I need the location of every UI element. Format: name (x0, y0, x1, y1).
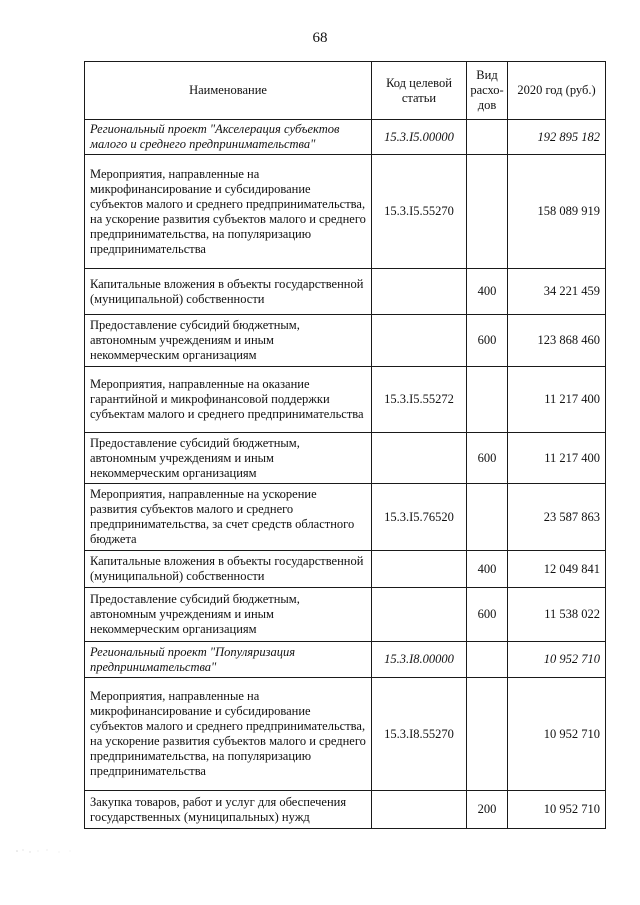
row-code: 15.3.I5.55272 (372, 367, 467, 433)
row-name: Предоставление субсидий бюджетным, автономным учреждениям и иным некоммерческим организациям (85, 315, 372, 367)
row-code: 15.3.I5.55270 (372, 155, 467, 269)
row-name: Капитальные вложения в объекты государственной (муниципальной) собственности (85, 269, 372, 315)
header-name: Наименование (85, 62, 372, 120)
budget-table (84, 61, 606, 829)
row-kind (467, 484, 508, 551)
row-amount: 11 217 400 (508, 367, 606, 433)
table-row (85, 588, 606, 642)
row-code (372, 315, 467, 367)
table-row (85, 551, 606, 588)
row-amount: 10 952 710 (508, 678, 606, 791)
row-name: Мероприятия, направленные на микрофинансирование и субсидирование субъектов малого и среднего предпринимательства, на ускорение развития субъектов малого и среднего предпринимательства, на популяризацию предпринимательства (85, 155, 372, 269)
row-kind: 200 (467, 791, 508, 829)
table-row (85, 484, 606, 551)
row-amount: 10 952 710 (508, 642, 606, 678)
row-kind: 600 (467, 315, 508, 367)
row-code (372, 588, 467, 642)
table-row (85, 269, 606, 315)
header-code: Код целевой статьи (372, 62, 467, 120)
row-code (372, 551, 467, 588)
row-amount: 34 221 459 (508, 269, 606, 315)
row-kind: 600 (467, 433, 508, 484)
row-name: Региональный проект "Популяризация предпринимательства" (85, 642, 372, 678)
row-name: Мероприятия, направленные на микрофинансирование и субсидирование субъектов малого и среднего предпринимательства, на ускорение развития субъектов малого и среднего предпринимательства, на популяризацию предпринимательства (85, 678, 372, 791)
page-number: 68 (312, 30, 328, 46)
row-amount: 11 217 400 (508, 433, 606, 484)
table-row (85, 155, 606, 269)
row-amount: 123 868 460 (508, 315, 606, 367)
row-amount: 12 049 841 (508, 551, 606, 588)
row-code (372, 433, 467, 484)
row-code: 15.3.I8.55270 (372, 678, 467, 791)
row-kind: 400 (467, 551, 508, 588)
table-row (85, 791, 606, 829)
row-kind: 600 (467, 588, 508, 642)
row-name: Закупка товаров, работ и услуг для обеспечения государственных (муниципальных) нужд (85, 791, 372, 829)
row-name: Предоставление субсидий бюджетным, автономным учреждениям и иным некоммерческим организациям (85, 433, 372, 484)
row-code: 15.3.I5.76520 (372, 484, 467, 551)
table-row (85, 315, 606, 367)
row-code: 15.3.I5.00000 (372, 120, 467, 155)
table-row (85, 678, 606, 791)
table-row (85, 367, 606, 433)
table-row (85, 642, 606, 678)
scan-speckle (14, 847, 74, 855)
row-amount: 192 895 182 (508, 120, 606, 155)
row-code (372, 269, 467, 315)
row-kind (467, 678, 508, 791)
row-amount: 11 538 022 (508, 588, 606, 642)
row-kind (467, 642, 508, 678)
row-name: Мероприятия, направленные на оказание гарантийной и микрофинансовой поддержки субъектам малого и среднего предпринимательства (85, 367, 372, 433)
row-name: Региональный проект "Акселерация субъектов малого и среднего предпринимательства" (85, 120, 372, 155)
header-kind: Вид расхо-дов (467, 62, 508, 120)
row-kind (467, 120, 508, 155)
row-amount: 158 089 919 (508, 155, 606, 269)
header-year: 2020 год (руб.) (508, 62, 606, 120)
row-code: 15.3.I8.00000 (372, 642, 467, 678)
row-kind (467, 367, 508, 433)
table-header-row (85, 62, 606, 120)
row-amount: 10 952 710 (508, 791, 606, 829)
row-amount: 23 587 863 (508, 484, 606, 551)
row-code (372, 791, 467, 829)
row-kind (467, 155, 508, 269)
table-row (85, 433, 606, 484)
row-name: Предоставление субсидий бюджетным, автономным учреждениям и иным некоммерческим организациям (85, 588, 372, 642)
table-row (85, 120, 606, 155)
row-name: Мероприятия, направленные на ускорение развития субъектов малого и среднего предпринимательства, за счет средств областного бюджета (85, 484, 372, 551)
row-kind: 400 (467, 269, 508, 315)
row-name: Капитальные вложения в объекты государственной (муниципальной) собственности (85, 551, 372, 588)
